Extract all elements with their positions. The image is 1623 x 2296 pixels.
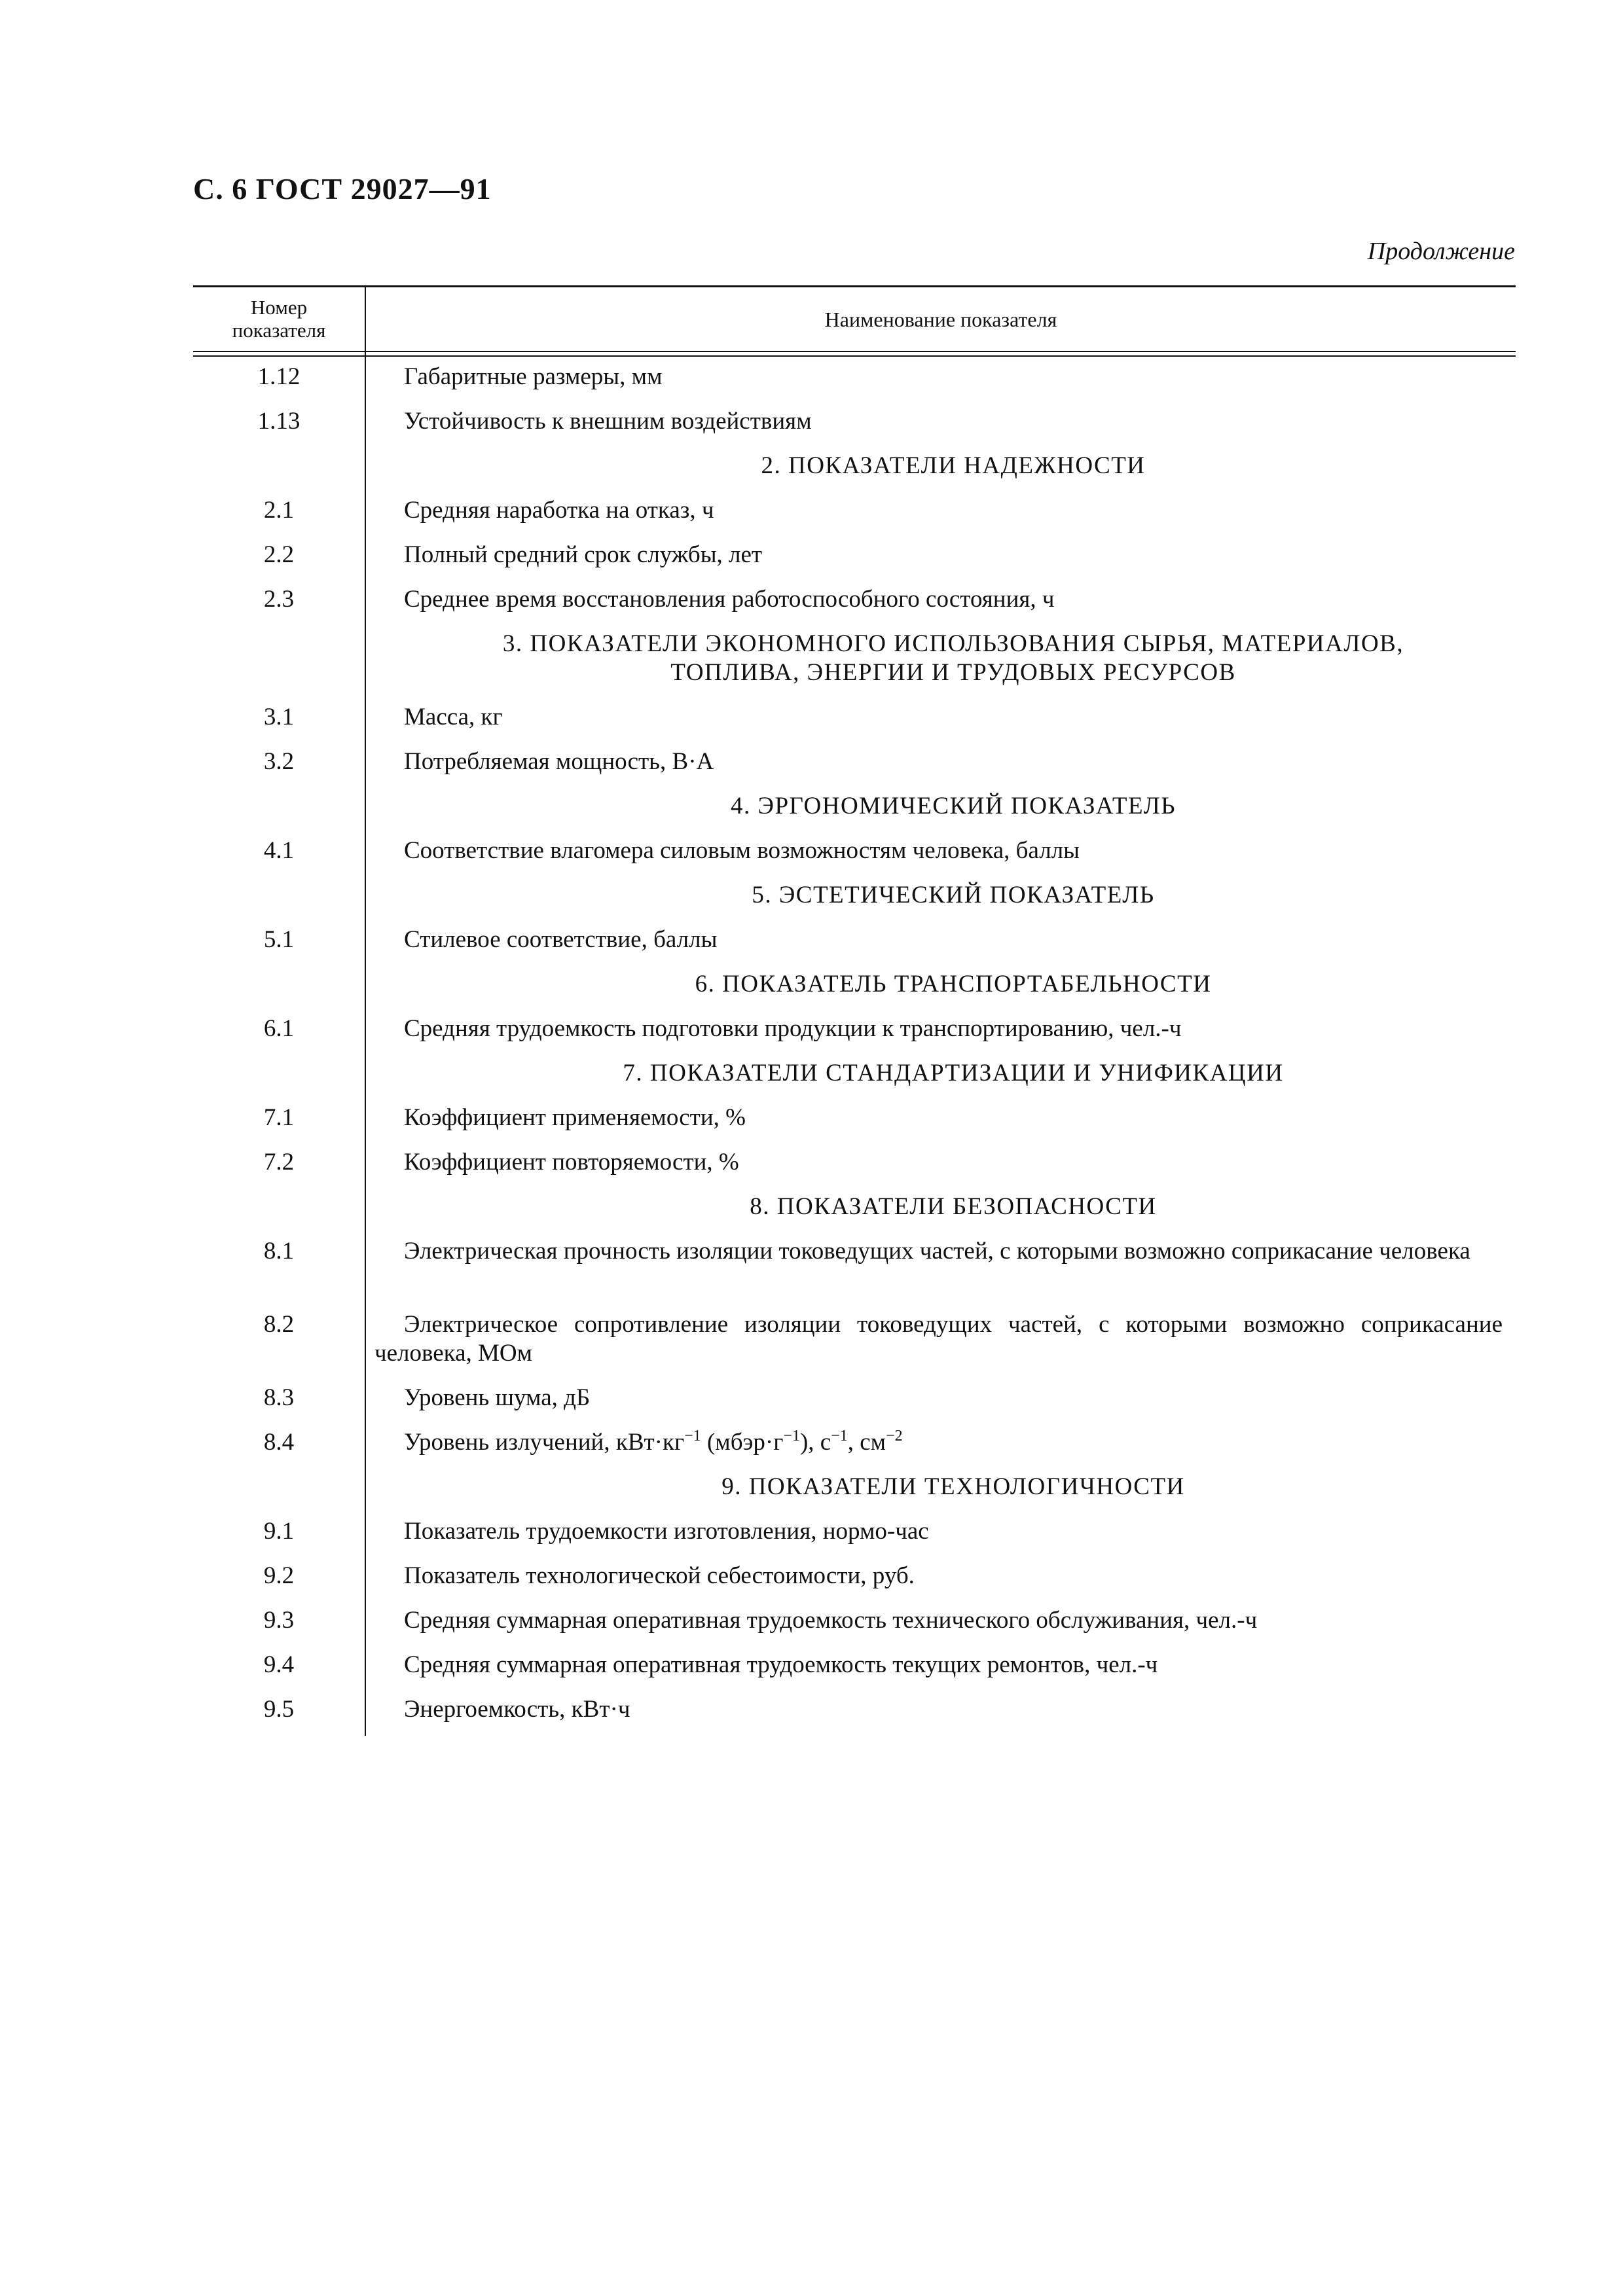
indicator-name: Уровень излучений, $кВт\cdot кг^{-1}$ $(мбэр\cdot г^{-1})$, $с^{-1}$, $см^{-2}$ [404, 1427, 903, 1456]
section-heading-row [193, 1193, 1516, 1237]
column-header-number [193, 296, 365, 342]
indicator-number: 8.4 [263, 1429, 295, 1456]
indicator-number: 8.3 [263, 1384, 295, 1411]
indicator-name: Устойчивость к внешним воздействиям [404, 408, 812, 435]
indicator-name: Показатель технологической себестоимости, руб. [404, 1562, 915, 1589]
indicator-name: Коэффициент применяемости, % [404, 1104, 746, 1131]
section-heading [365, 630, 1516, 687]
indicator-number: 2.3 [263, 586, 295, 613]
table-header-rule [193, 351, 1516, 352]
indicator-number: 7.2 [263, 1149, 295, 1175]
table-row [193, 407, 1516, 452]
section-heading-row [193, 1059, 1516, 1103]
section-heading-line1: 3. ПОКАЗАТЕЛИ ЭКОНОМНОГО ИСПОЛЬЗОВАНИЯ СЫРЬЯ, МАТЕРИАЛОВ, [502, 630, 1404, 657]
indicator-number: 3.1 [263, 704, 295, 730]
section-heading: 2. ПОКАЗАТЕЛИ НАДЕЖНОСТИ [761, 452, 1146, 479]
indicator-number: 5.1 [263, 926, 295, 953]
indicator-number: 9.3 [263, 1607, 295, 1634]
indicator-number: 9.2 [263, 1562, 295, 1589]
column-header-number-line2: показателя [232, 319, 326, 342]
section-heading: 9. ПОКАЗАТЕЛИ ТЕХНОЛОГИЧНОСТИ [721, 1473, 1185, 1500]
section-heading: 7. ПОКАЗАТЕЛИ СТАНДАРТИЗАЦИИ И УНИФИКАЦИИ [623, 1060, 1284, 1086]
indicator-name: Потребляемая мощность, В·А [404, 748, 714, 775]
table-row [193, 1148, 1516, 1193]
indicator-name: Полный средний срок службы, лет [404, 541, 763, 568]
indicator-name: Масса, кг [404, 704, 503, 730]
indicator-number: 1.12 [257, 363, 301, 390]
indicator-name: Стилевое соответствие, баллы [404, 926, 718, 953]
table-row [193, 747, 1516, 792]
indicator-name: Электрическое сопротивление изоляции токоведущих частей, с которыми возможно соприкасание человека, МОм [374, 1311, 1503, 1367]
table-row [193, 1428, 1516, 1473]
table-row [193, 925, 1516, 970]
indicator-number: 4.1 [263, 837, 295, 864]
indicator-name: Габаритные размеры, мм [404, 363, 663, 390]
indicator-number: 7.1 [263, 1104, 295, 1131]
table-row [193, 541, 1516, 585]
indicator-name: Средняя суммарная оперативная трудоемкость текущих ремонтов, чел.-ч [404, 1651, 1158, 1678]
section-heading-line2: ТОПЛИВА, ЭНЕРГИИ И ТРУДОВЫХ РЕСУРСОВ [670, 659, 1236, 686]
table-row [193, 1695, 1516, 1740]
table-header-rule-double [193, 355, 1516, 357]
section-heading-row [193, 970, 1516, 1014]
indicator-number: 8.1 [263, 1238, 295, 1265]
indicator-number: 8.2 [263, 1311, 295, 1338]
indicator-number: 2.1 [263, 497, 295, 524]
table-row [193, 703, 1516, 747]
column-header-name: Наименование показателя [824, 308, 1057, 331]
table-row [193, 1562, 1516, 1606]
indicator-number: 2.2 [263, 541, 295, 568]
table-row [193, 1103, 1516, 1148]
page-header: С. 6 ГОСТ 29027—91 [193, 172, 492, 206]
table-header [193, 285, 1516, 351]
indicator-name: Средняя наработка на отказ, ч [404, 497, 714, 524]
section-heading-row [193, 630, 1516, 703]
section-heading: 8. ПОКАЗАТЕЛИ БЕЗОПАСНОСТИ [750, 1193, 1157, 1220]
section-heading: 5. ЭСТЕТИЧЕСКИЙ ПОКАЗАТЕЛЬ [752, 882, 1155, 908]
indicator-number: 6.1 [263, 1015, 295, 1042]
table-row [193, 1651, 1516, 1695]
table-row [193, 363, 1516, 407]
indicator-name: Среднее время восстановления работоспособного состояния, ч [404, 586, 1055, 613]
indicator-number: 1.13 [257, 408, 301, 435]
table-row [193, 1237, 1516, 1310]
table-row [193, 836, 1516, 881]
table-row [193, 1384, 1516, 1428]
table-body [193, 363, 1516, 1740]
table-row [193, 1310, 1516, 1384]
indicator-number: 9.4 [263, 1651, 295, 1678]
indicator-name: Средняя суммарная оперативная трудоемкость технического обслуживания, чел.-ч [404, 1607, 1258, 1634]
indicator-name: Средняя трудоемкость подготовки продукции к транспортированию, чел.-ч [404, 1015, 1182, 1042]
indicator-name: Энергоемкость, кВт·ч [404, 1696, 630, 1723]
indicator-number: 9.5 [263, 1696, 295, 1723]
indicator-number: 3.2 [263, 748, 295, 775]
section-heading-row [193, 452, 1516, 496]
table-row [193, 1014, 1516, 1059]
table-row [193, 1517, 1516, 1562]
indicator-number: 9.1 [263, 1518, 295, 1545]
section-heading: 4. ЭРГОНОМИЧЕСКИЙ ПОКАЗАТЕЛЬ [731, 793, 1176, 819]
indicator-name: Показатель трудоемкости изготовления, нормо-час [404, 1518, 929, 1545]
section-heading-row [193, 792, 1516, 836]
continuation-label: Продолжение [1367, 238, 1515, 265]
indicator-name: Электрическая прочность изоляции токоведущих частей, с которыми возможно соприкасание человека [404, 1238, 1470, 1265]
table-row [193, 496, 1516, 541]
table-row [193, 585, 1516, 630]
indicator-name: Уровень шума, дБ [404, 1384, 591, 1411]
section-heading-row [193, 1473, 1516, 1517]
table-row [193, 1606, 1516, 1651]
indicator-name: Соответствие влагомера силовым возможностям человека, баллы [404, 837, 1080, 864]
indicator-name: Коэффициент повторяемости, % [404, 1149, 739, 1175]
section-heading-row [193, 881, 1516, 925]
section-heading: 6. ПОКАЗАТЕЛЬ ТРАНСПОРТАБЕЛЬНОСТИ [695, 971, 1212, 997]
column-header-number-line1: Номер [250, 296, 308, 319]
